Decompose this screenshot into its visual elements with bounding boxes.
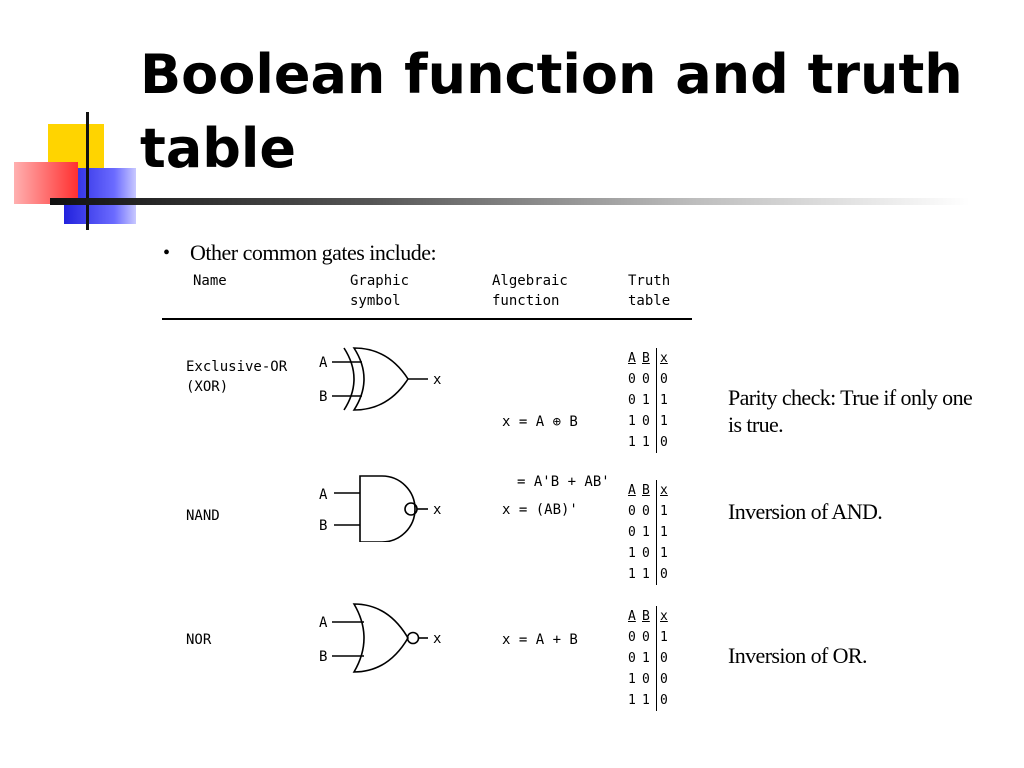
truth-cell: 0: [628, 393, 636, 408]
algebraic-function: x = (AB)': [502, 502, 578, 518]
truth-header-cell: A: [628, 483, 636, 498]
truth-table-row: [628, 627, 674, 648]
truth-cell: 1: [642, 393, 650, 408]
input-a-label: A: [319, 487, 328, 503]
truth-table: [628, 348, 674, 453]
truth-cell: 0: [642, 414, 650, 429]
input-b-label: B: [319, 389, 328, 405]
truth-cell: 0: [628, 651, 636, 666]
truth-table-row: [628, 648, 674, 669]
or-body: [354, 348, 408, 410]
title-divider: [50, 198, 970, 205]
truth-cell: 0: [660, 435, 668, 450]
header-graphic: [350, 271, 409, 311]
column-separator: [656, 432, 657, 453]
truth-table-row: [628, 369, 674, 390]
truth-header-cell: A: [628, 609, 636, 624]
nand-gate-symbol: [310, 472, 460, 542]
truth-cell: 1: [660, 504, 668, 519]
truth-cell: 0: [628, 630, 636, 645]
truth-cell: 1: [642, 693, 650, 708]
header-algebraic-line2: function: [492, 293, 560, 309]
column-separator: [656, 627, 657, 648]
input-b-label: B: [319, 518, 328, 534]
truth-cell: 0: [642, 672, 650, 687]
truth-cell: 0: [660, 693, 668, 708]
truth-cell: 1: [628, 567, 636, 582]
truth-table: [628, 480, 674, 585]
column-separator: [656, 480, 657, 501]
xor-gate-symbol: [310, 340, 460, 420]
truth-header-cell: x: [660, 483, 668, 498]
truth-table-row: [628, 690, 674, 711]
column-separator: [656, 669, 657, 690]
truth-table-row: [628, 669, 674, 690]
truth-cell: 1: [642, 651, 650, 666]
column-separator: [656, 543, 657, 564]
gate-name: NOR: [186, 632, 212, 648]
truth-cell: 0: [660, 672, 668, 687]
truth-cell: 0: [642, 372, 650, 387]
truth-table-row: [628, 411, 674, 432]
function-line2: = A'B + AB': [517, 474, 610, 490]
gate-name-line2: (XOR): [186, 379, 229, 395]
input-wires: [332, 362, 362, 396]
truth-table-row: [628, 501, 674, 522]
truth-cell: 1: [660, 525, 668, 540]
truth-header-cell: B: [642, 351, 650, 366]
description-line1: Parity check: True if only one: [728, 385, 973, 410]
truth-table-row: [628, 390, 674, 411]
truth-cell: 1: [628, 414, 636, 429]
truth-cell: 0: [628, 372, 636, 387]
input-wires: [334, 493, 360, 525]
truth-header-cell: B: [642, 483, 650, 498]
column-separator: [656, 690, 657, 711]
input-a-label: A: [319, 355, 328, 371]
truth-cell: 1: [628, 693, 636, 708]
nor-gate-symbol: [310, 600, 460, 676]
inverter-bubble: [408, 633, 419, 644]
truth-cell: 0: [628, 525, 636, 540]
header-rule: [162, 318, 692, 320]
page-title: Boolean function and truth table: [140, 43, 963, 180]
truth-table-header: [628, 606, 674, 627]
truth-cell: 1: [628, 546, 636, 561]
column-separator: [656, 564, 657, 585]
column-separator: [656, 411, 657, 432]
column-separator: [656, 648, 657, 669]
output-label: x: [433, 372, 442, 388]
output-label: x: [433, 631, 442, 647]
truth-header-cell: x: [660, 609, 668, 624]
truth-cell: 1: [642, 435, 650, 450]
truth-cell: 1: [660, 414, 668, 429]
xor-extra-curve: [344, 348, 354, 410]
description-line2: is true.: [728, 412, 784, 437]
gate-name: [186, 357, 287, 397]
truth-cell: 0: [642, 630, 650, 645]
truth-table-row: [628, 522, 674, 543]
truth-table-row: [628, 564, 674, 585]
column-separator: [656, 606, 657, 627]
header-truth-line2: table: [628, 293, 671, 309]
truth-table-row: [628, 543, 674, 564]
truth-cell: 1: [660, 393, 668, 408]
and-body: [360, 476, 415, 542]
truth-cell: 1: [642, 567, 650, 582]
column-separator: [656, 369, 657, 390]
header-algebraic-line1: Algebraic: [492, 273, 568, 289]
header-truth-line1: Truth: [628, 273, 671, 289]
truth-cell: 1: [642, 525, 650, 540]
truth-cell: 0: [628, 504, 636, 519]
truth-cell: 1: [628, 672, 636, 687]
truth-cell: 1: [660, 546, 668, 561]
truth-header-cell: x: [660, 351, 668, 366]
gate-name-line1: Exclusive-OR: [186, 359, 288, 375]
header-name: Name: [193, 273, 227, 289]
gate-name: NAND: [186, 508, 220, 524]
truth-cell: 0: [642, 504, 650, 519]
header-truth: [628, 271, 670, 311]
truth-table-row: [628, 432, 674, 453]
input-b-label: B: [319, 649, 328, 665]
truth-table: [628, 606, 674, 711]
truth-cell: 0: [660, 567, 668, 582]
or-body: [354, 604, 408, 672]
column-separator: [656, 390, 657, 411]
header-algebraic: [492, 271, 568, 311]
bullet-text: Other common gates include:: [190, 240, 437, 265]
truth-cell: 0: [642, 546, 650, 561]
gate-description: Inversion of OR.: [728, 643, 867, 668]
truth-cell: 1: [660, 630, 668, 645]
column-separator: [656, 501, 657, 522]
function-line1: x = A ⊕ B: [502, 414, 578, 430]
vertical-line: [86, 112, 89, 230]
truth-cell: 1: [628, 435, 636, 450]
truth-table-header: [628, 348, 674, 369]
header-graphic-line1: Graphic: [350, 273, 410, 289]
truth-table-header: [628, 480, 674, 501]
input-a-label: A: [319, 615, 328, 631]
gate-description: [728, 384, 972, 438]
bullet-icon: •: [163, 242, 171, 264]
column-separator: [656, 522, 657, 543]
input-wires: [332, 622, 364, 656]
header-graphic-line2: symbol: [350, 293, 401, 309]
truth-header-cell: B: [642, 609, 650, 624]
truth-cell: 0: [660, 651, 668, 666]
output-label: x: [433, 502, 442, 518]
column-separator: [656, 348, 657, 369]
gate-description: Inversion of AND.: [728, 499, 883, 524]
truth-cell: 0: [660, 372, 668, 387]
algebraic-function: x = A + B: [502, 632, 578, 648]
truth-header-cell: A: [628, 351, 636, 366]
